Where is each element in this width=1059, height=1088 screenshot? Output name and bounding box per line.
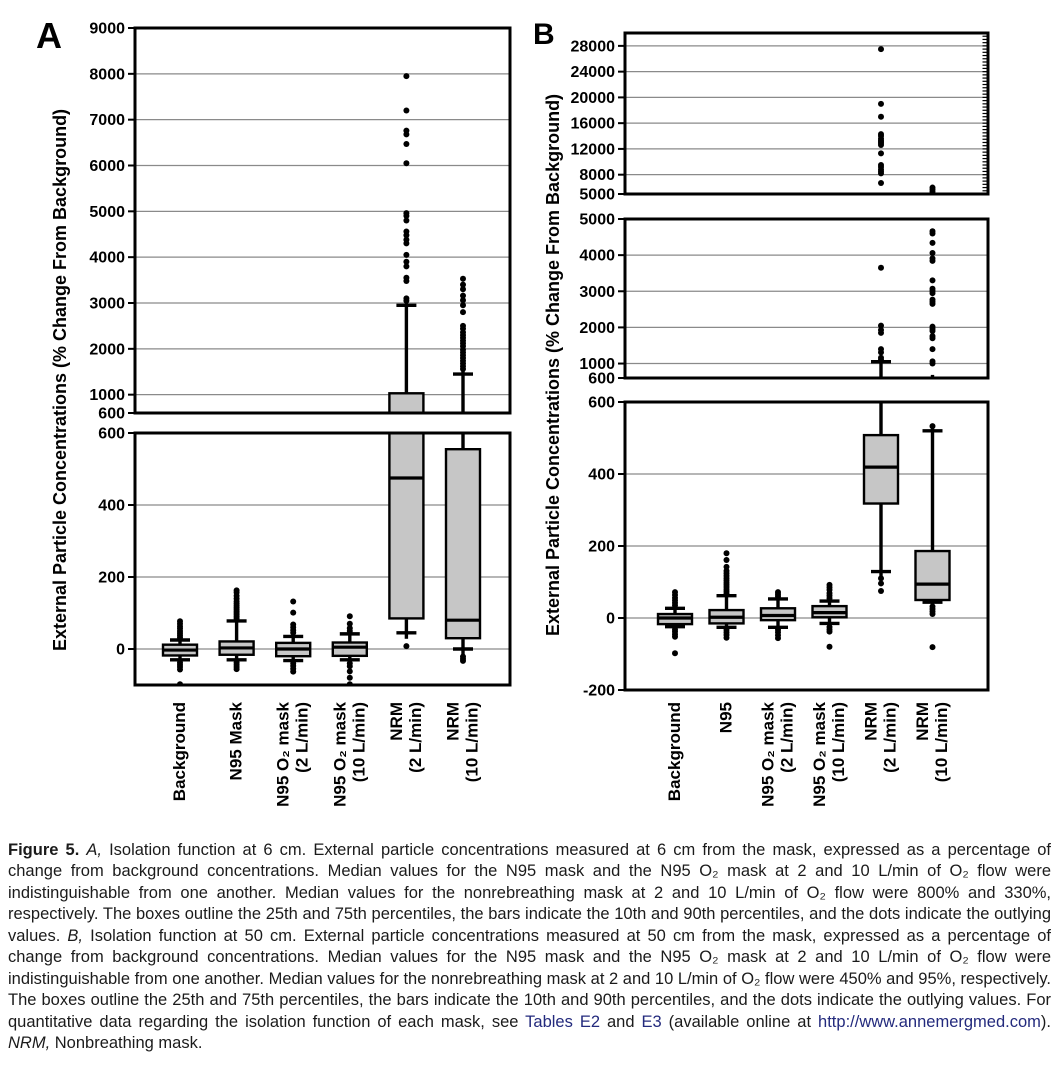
iqr-box xyxy=(658,399,692,400)
outlier-dot xyxy=(930,210,936,216)
caption-text-segment: NRM, xyxy=(8,1033,51,1052)
x-category-label: (2 L/min) xyxy=(777,702,797,773)
outlier-dot xyxy=(878,394,884,400)
outlier-dot xyxy=(724,393,730,399)
x-category-label: (10 L/min) xyxy=(932,702,951,783)
outlier-dot xyxy=(724,394,730,400)
outlier-dot xyxy=(827,629,833,635)
outlier-dot xyxy=(724,564,730,570)
y-tick-label: 1000 xyxy=(89,387,125,405)
outlier-dot xyxy=(930,286,936,292)
x-category-label: (10 L/min) xyxy=(829,702,848,783)
outlier-dot xyxy=(878,588,884,594)
outlier-dot xyxy=(403,252,409,258)
outlier-dot xyxy=(724,394,730,400)
panel-b-boxplot xyxy=(525,0,1059,832)
caption-text-segment: Nonbreathing mask. xyxy=(50,1033,203,1052)
outlier-dot xyxy=(878,265,884,271)
outlier-dot xyxy=(724,392,730,398)
outlier-dot xyxy=(724,392,730,398)
x-category-label: N95 xyxy=(716,702,736,734)
outlier-dot xyxy=(403,295,409,301)
iqr-box xyxy=(813,398,847,399)
outlier-dot xyxy=(930,198,936,204)
outlier-dot xyxy=(672,634,678,640)
outlier-dot xyxy=(827,394,833,400)
iqr-box xyxy=(864,381,898,388)
outlier-dot xyxy=(460,0,466,4)
link-annemergmed[interactable]: http://www.annemergmed.com xyxy=(818,1012,1041,1031)
outlier-dot xyxy=(930,3,936,9)
outlier-dot xyxy=(672,394,678,400)
panel-letter: A xyxy=(36,15,62,56)
outlier-dot xyxy=(930,611,936,617)
outlier-dot xyxy=(930,198,936,204)
iqr-box xyxy=(333,643,367,656)
y-tick-label: 3000 xyxy=(579,283,615,301)
caption-text-segment: (available online at xyxy=(661,1012,819,1031)
outlier-dot xyxy=(930,324,936,330)
y-tick-label: 0 xyxy=(606,610,615,628)
outlier-dot xyxy=(827,394,833,400)
outlier-dot xyxy=(930,250,936,256)
y-tick-label: 8000 xyxy=(579,167,615,185)
outlier-dot xyxy=(878,346,884,352)
x-category-label: N95 O₂ mask xyxy=(810,702,829,807)
outlier-dot xyxy=(775,635,781,641)
outlier-dot xyxy=(878,131,884,137)
outlier-dot xyxy=(827,394,833,400)
outlier-dot xyxy=(290,610,296,616)
y-tick-label: 400 xyxy=(588,466,615,484)
outlier-dot xyxy=(672,395,678,401)
outlier-dot xyxy=(930,212,936,218)
link-e3[interactable]: E3 xyxy=(641,1012,662,1031)
outlier-dot xyxy=(724,392,730,398)
y-tick-label: -200 xyxy=(582,682,615,700)
outlier-dot xyxy=(930,423,936,429)
outlier-dot xyxy=(878,323,884,329)
y-tick-label: 5000 xyxy=(579,186,615,204)
y-tick-label: 5000 xyxy=(579,211,615,229)
panel-a-boxplot xyxy=(0,0,525,832)
outlier-dot xyxy=(724,550,730,556)
subplot-0 xyxy=(89,21,510,448)
outlier-dot xyxy=(930,204,936,210)
link-tables-e2[interactable]: Tables E2 xyxy=(525,1012,600,1031)
outlier-dot xyxy=(775,589,781,595)
caption-text-segment: Figure 5. xyxy=(8,841,80,859)
caption-text-segment: and xyxy=(600,1012,642,1031)
outlier-dot xyxy=(347,668,353,674)
y-tick-label: 200 xyxy=(98,569,125,587)
iqr-box xyxy=(916,393,950,398)
y-axis-title: External Particle Concentrations (% Change From Background) xyxy=(543,93,563,637)
outlier-dot xyxy=(930,195,936,201)
outlier-dot xyxy=(930,202,936,208)
caption-text-segment: B, xyxy=(67,926,83,945)
outlier-dot xyxy=(177,618,183,624)
outlier-dot xyxy=(930,297,936,303)
y-tick-label: 200 xyxy=(588,538,615,556)
outlier-dot xyxy=(775,394,781,400)
outlier-dot xyxy=(878,114,884,120)
outlier-dot xyxy=(403,141,409,147)
outlier-dot xyxy=(930,346,936,352)
outlier-dot xyxy=(724,393,730,399)
subplot-0 xyxy=(571,33,989,232)
x-category-label: N95 O₂ mask xyxy=(758,702,778,807)
outlier-dot xyxy=(724,557,730,563)
outlier-dot xyxy=(234,666,240,672)
outlier-dot xyxy=(930,211,936,217)
panel-letter: B xyxy=(533,18,555,51)
outlier-dot xyxy=(878,46,884,52)
outlier-dot xyxy=(878,150,884,156)
x-category-label: (2 L/min) xyxy=(292,702,312,773)
outlier-dot xyxy=(724,394,730,400)
outlier-dot xyxy=(827,644,833,650)
outlier-dot xyxy=(724,392,730,398)
iqr-box xyxy=(389,393,423,436)
caption-text-segment: Isolation function at 6 cm. External particle concentrations measured at 6 cm from the mask, expressed as a percentage of change from background concentrations. Median values for the N95 mask and the N95 O₂ mask at 2 and 10 L/min of O₂ flow were indistinguishable from one another. Median values for the nonrebreathing mask at 2 and 10 L/min of O₂ flow were 800% and 330%, respectively. The boxes outline the 25th and 75th percentiles, the bars indicate the 10th and 90th percentiles, and the dots indicate the outlying values. xyxy=(8,841,1051,945)
y-tick-label: 9000 xyxy=(89,20,125,38)
x-category-label: N95 O₂ mask xyxy=(273,702,293,807)
x-category-label: (10 L/min) xyxy=(462,702,482,783)
caption-text-segment: Isolation function at 50 cm. External particle concentrations measured at 50 cm from the mask, expressed as a percentage of change from background concentrations. Median values for the N95 mask and the N95 O₂ mask at 2 and 10 L/min of O₂ flow were indistinguishable from one another. Median values for the nonrebreathing mask at 2 and 10 L/min of O₂ flow were 450% and 95%, respectively. The boxes outline the 25th and 75th percentiles, the bars indicate the 10th and 90th percentiles, and the dots indicate the outlying values. For quantitative data regarding the isolation function of each mask, see xyxy=(8,926,1051,1031)
outlier-dot xyxy=(878,355,884,361)
outlier-dot xyxy=(827,393,833,399)
outlier-dot xyxy=(878,101,884,107)
outlier-dot xyxy=(347,675,353,681)
outlier-dot xyxy=(460,276,466,282)
y-tick-label: 12000 xyxy=(570,141,615,159)
outlier-dot xyxy=(403,160,409,166)
outlier-dot xyxy=(724,635,730,641)
caption-text-segment: A, xyxy=(86,841,102,859)
x-category-label: (2 L/min) xyxy=(405,702,425,773)
outlier-dot xyxy=(672,589,678,595)
outlier-dot xyxy=(403,275,409,281)
y-tick-label: 2000 xyxy=(89,341,125,359)
outlier-dot xyxy=(775,394,781,400)
iqr-box xyxy=(864,435,898,503)
outlier-dot xyxy=(460,20,466,26)
outlier-dot xyxy=(930,204,936,210)
outlier-dot xyxy=(878,180,884,186)
outlier-dot xyxy=(724,393,730,399)
outlier-dot xyxy=(930,185,936,191)
outlier-dot xyxy=(827,394,833,400)
x-category-label: NRM xyxy=(443,702,463,741)
y-tick-label: 3000 xyxy=(89,295,125,313)
y-tick-label: 0 xyxy=(116,641,125,659)
outlier-dot xyxy=(878,575,884,581)
y-tick-label: 7000 xyxy=(89,112,125,130)
outlier-dot xyxy=(930,203,936,209)
figure-caption xyxy=(0,832,1059,1054)
outlier-dot xyxy=(403,73,409,79)
outlier-dot xyxy=(930,228,936,234)
outlier-dot xyxy=(878,393,884,399)
outlier-dot xyxy=(930,211,936,217)
outlier-dot xyxy=(672,395,678,401)
x-category-label: NRM xyxy=(913,702,932,741)
x-category-label: (10 L/min) xyxy=(349,702,369,783)
y-tick-label: 400 xyxy=(98,497,125,515)
y-tick-label: 1000 xyxy=(579,356,615,374)
outlier-dot xyxy=(878,211,884,217)
outlier-dot xyxy=(878,162,884,168)
outlier-dot xyxy=(234,587,240,593)
x-category-label: Background xyxy=(170,702,189,802)
outlier-dot xyxy=(930,203,936,209)
outlier-dot xyxy=(724,391,730,397)
outlier-dot xyxy=(930,197,936,203)
outlier-dot xyxy=(827,582,833,588)
outlier-dot xyxy=(724,390,730,396)
outlier-dot xyxy=(290,622,296,628)
outlier-dot xyxy=(930,206,936,212)
outlier-dot xyxy=(403,108,409,114)
outlier-dot xyxy=(827,395,833,401)
outlier-dot xyxy=(672,394,678,400)
y-tick-label: 600 xyxy=(98,405,125,423)
outlier-dot xyxy=(930,205,936,211)
outlier-dot xyxy=(930,277,936,283)
outlier-dot xyxy=(290,598,296,604)
outlier-dot xyxy=(672,650,678,656)
y-tick-label: 600 xyxy=(98,425,125,443)
outlier-dot xyxy=(930,240,936,246)
outlier-dot xyxy=(930,206,936,212)
outlier-dot xyxy=(878,197,884,203)
iqr-box xyxy=(446,449,480,638)
outlier-dot xyxy=(403,128,409,134)
outlier-dot xyxy=(460,309,466,315)
outlier-dot xyxy=(290,669,296,675)
x-category-label: Background xyxy=(665,702,684,802)
outlier-dot xyxy=(460,658,466,664)
outlier-dot xyxy=(347,613,353,619)
caption-text-segment: ). xyxy=(1040,1012,1051,1031)
y-axis-title: External Particle Concentrations (% Change From Background) xyxy=(50,108,70,652)
x-category-label: NRM xyxy=(386,702,406,741)
outlier-dot xyxy=(930,212,936,218)
outlier-dot xyxy=(724,394,730,400)
y-tick-label: 600 xyxy=(588,394,615,412)
outlier-dot xyxy=(878,211,884,217)
outlier-dot xyxy=(878,210,884,216)
outlier-dot xyxy=(403,210,409,216)
outlier-dot xyxy=(403,643,409,649)
y-tick-label: 24000 xyxy=(570,64,615,82)
iqr-box xyxy=(710,399,744,400)
x-category-label: (2 L/min) xyxy=(880,702,900,773)
outlier-dot xyxy=(930,358,936,364)
outlier-dot xyxy=(460,282,466,288)
iqr-box xyxy=(916,551,950,600)
x-category-label: N95 Mask xyxy=(226,702,246,781)
y-tick-label: 16000 xyxy=(570,115,615,133)
y-tick-label: 4000 xyxy=(579,247,615,265)
x-category-label: N95 O₂ mask xyxy=(330,702,350,807)
outlier-dot xyxy=(930,644,936,650)
y-tick-label: 20000 xyxy=(570,89,615,107)
y-tick-label: 5000 xyxy=(89,203,125,221)
outlier-dot xyxy=(347,621,353,627)
y-tick-label: 4000 xyxy=(89,249,125,267)
outlier-dot xyxy=(177,667,183,673)
y-tick-label: 600 xyxy=(588,370,615,388)
y-tick-label: 28000 xyxy=(570,38,615,56)
y-tick-label: 8000 xyxy=(89,66,125,84)
y-tick-label: 6000 xyxy=(89,158,125,175)
outlier-dot xyxy=(878,393,884,399)
iqr-box xyxy=(761,399,795,400)
outlier-dot xyxy=(878,200,884,206)
y-tick-label: 2000 xyxy=(579,319,615,337)
outlier-dot xyxy=(460,293,466,299)
outlier-dot xyxy=(460,323,466,329)
outlier-dot xyxy=(724,393,730,399)
x-category-label: NRM xyxy=(861,702,881,741)
outlier-dot xyxy=(403,259,409,265)
outlier-dot xyxy=(403,229,409,235)
outlier-dot xyxy=(672,395,678,401)
outlier-dot xyxy=(775,395,781,401)
outlier-dot xyxy=(930,255,936,261)
